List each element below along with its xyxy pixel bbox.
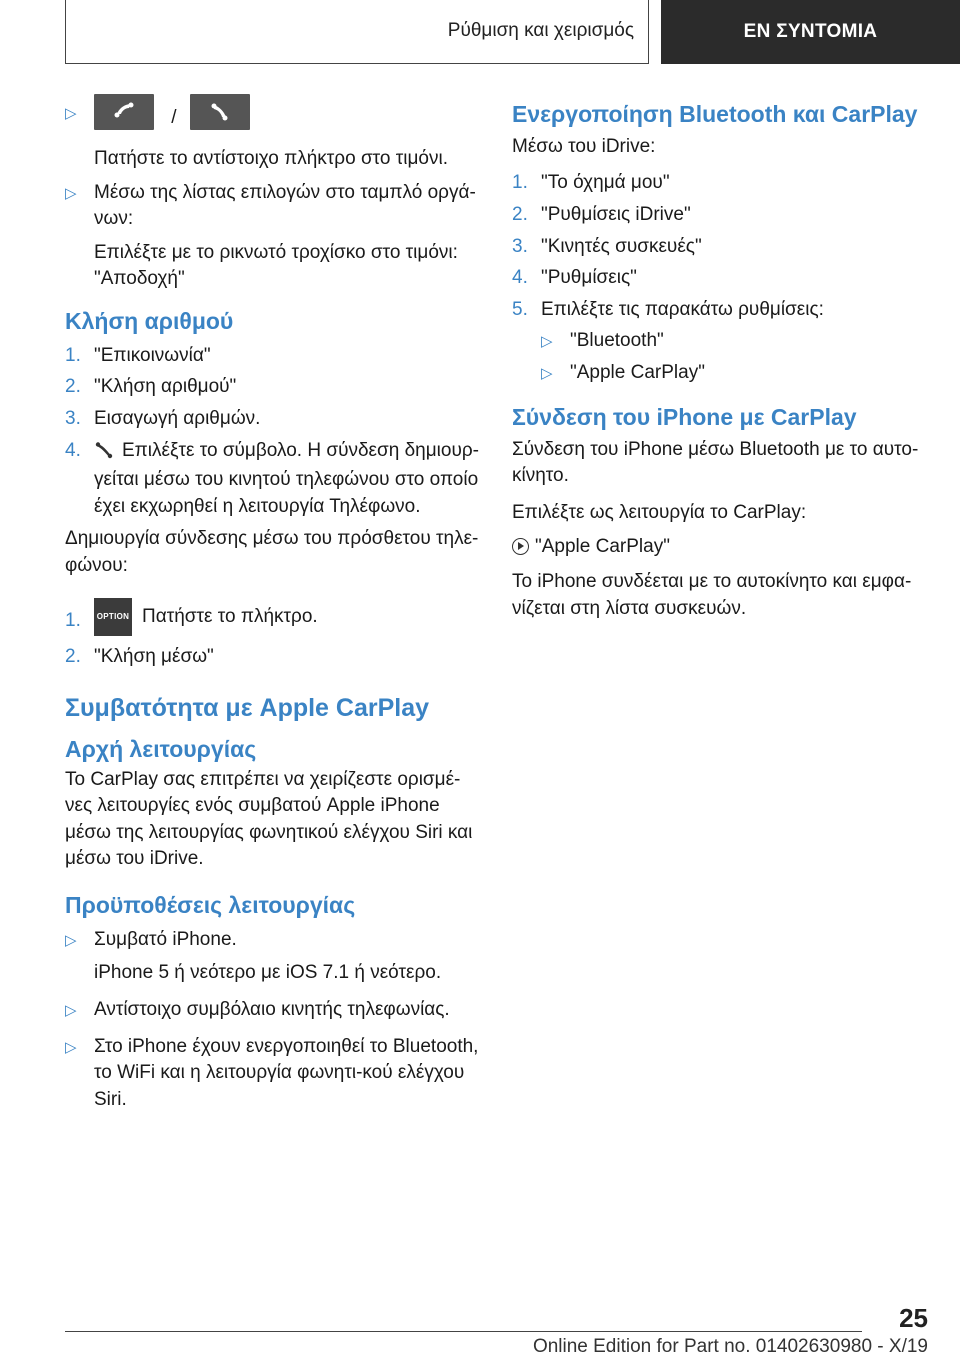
header-chapter-tab: ΕΝ ΣΥΝΤΟΜΙΑ	[661, 0, 960, 64]
numbered-step	[512, 202, 932, 229]
list-item-subtext: Επιλέξτε με το ρικνωτό τροχίσκο στο τιμόνι: "Αποδοχή"	[94, 241, 458, 290]
step-text: "Ρυθμίσεις"	[541, 267, 637, 289]
step-number: 1.	[65, 609, 81, 631]
list-item	[65, 180, 480, 233]
step-text: "Επικοινωνία"	[94, 344, 211, 366]
header-section-title: Ρύθμιση και χειρισμός	[65, 0, 649, 64]
principle-text: Το CarPlay σας επιτρέπει να χειρίζεστε ορισμέ-νες λειτουργίες ενός συμβατού Apple iPhone μέσω της λειτουργίας φωνητικού ελέγχου Siri και μέσω του iDrive.	[65, 768, 473, 870]
step-number: 4.	[512, 267, 528, 289]
page-number: 25	[899, 1303, 928, 1333]
step-number: 3.	[512, 235, 528, 257]
step-number: 5.	[512, 298, 528, 320]
footer-divider	[65, 1331, 862, 1332]
step-number: 2.	[65, 645, 81, 667]
section-heading-connect-iphone: Σύνδεση του iPhone με CarPlay	[512, 403, 857, 430]
triangle-bullet-icon: ▷	[65, 1002, 77, 1020]
phone-hangup-button-icon	[190, 94, 250, 130]
numbered-step	[512, 170, 932, 197]
numbered-step	[512, 297, 932, 324]
footer-edition: Online Edition for Part no. 01402630980 - X/19	[532, 1336, 928, 1357]
section-heading-bluetooth: Ενεργοποίηση Bluetooth και CarPlay	[512, 101, 918, 127]
action-line	[512, 534, 932, 561]
paragraph: Σύνδεση του iPhone μέσω Bluetooth με το αυτο-κίνητο.	[512, 438, 919, 487]
action-text: "Apple CarPlay"	[535, 536, 670, 558]
list-item-text: Μέσω της λίστας επιλογών στο ταμπλό οργά-νων:	[94, 181, 476, 230]
list-item-text: Συμβατό iPhone.	[94, 928, 237, 950]
numbered-step	[512, 234, 932, 261]
step-text: Πατήστε το πλήκτρο.	[142, 605, 318, 627]
step-text: "Το όχημά μου"	[541, 172, 670, 194]
numbered-step	[512, 265, 932, 292]
list-item-text: "Bluetooth"	[570, 330, 664, 352]
step-text: "Ρυθμίσεις iDrive"	[541, 204, 691, 226]
step-text: "Κινητές συσκευές"	[541, 235, 702, 257]
triangle-bullet-icon: ▷	[541, 333, 553, 351]
triangle-bullet-icon: ▷	[65, 105, 77, 122]
phone-handset-icon	[94, 441, 116, 468]
step-number: 4.	[65, 439, 81, 461]
step-text: Εισαγωγή αριθμών.	[94, 408, 261, 430]
subheading-requirements: Προϋποθέσεις λειτουργίας	[65, 891, 356, 918]
step-number: 3.	[65, 408, 81, 430]
subheading-principle: Αρχή λειτουργίας	[65, 735, 257, 762]
numbered-step	[65, 598, 480, 636]
list-item	[65, 927, 480, 954]
step-text: "Κλήση αριθμού"	[94, 376, 237, 398]
list-item-subtext: iPhone 5 ή νεότερο με iOS 7.1 ή νεότερο.	[94, 962, 442, 984]
section-heading-call-number: Κλήση αριθμού	[65, 307, 234, 334]
list-item	[541, 360, 932, 387]
numbered-step	[65, 438, 480, 521]
list-item	[65, 1034, 480, 1114]
triangle-bullet-icon: ▷	[65, 1038, 77, 1056]
paragraph: Το iPhone συνδέεται με το αυτοκίνητο και εμφα-νίζεται στη λίστα συσκευών.	[512, 570, 912, 619]
numbered-step	[65, 644, 480, 671]
slash-separator: /	[171, 107, 177, 129]
list-item	[65, 100, 480, 136]
instruction-text: Πατήστε το αντίστοιχο πλήκτρο στο τιμόνι.	[94, 148, 448, 169]
step-number: 2.	[512, 204, 528, 226]
section-heading-carplay: Συμβατότητα με Apple CarPlay	[65, 694, 430, 723]
list-item	[541, 328, 932, 355]
step-text: Επιλέξτε τις παρακάτω ρυθμίσεις:	[541, 298, 824, 320]
step-text: Επιλέξτε το σύμβολο. Η σύνδεση δημιουρ-γείται μέσω του κινητού τηλεφώνου στο οποίο έχει εκχωρηθεί η λειτουργία Τηλέφωνο.	[94, 439, 479, 517]
list-item-text: Στο iPhone έχουν ενεργοποιηθεί το Bluetooth, το WiFi και η λειτουργία φωνητι-κού ελέγχου Siri.	[94, 1035, 479, 1110]
numbered-step	[65, 406, 480, 433]
list-item-text: "Apple CarPlay"	[570, 362, 705, 384]
numbered-step	[65, 343, 480, 370]
left-column	[65, 100, 480, 1120]
play-circle-icon	[512, 538, 529, 555]
paragraph: Επιλέξτε ως λειτουργία το CarPlay:	[512, 501, 807, 523]
triangle-bullet-icon: ▷	[65, 931, 77, 949]
step-number: 2.	[65, 376, 81, 398]
step-number: 1.	[512, 172, 528, 194]
list-item-text: Αντίστοιχο συμβόλαιο κινητής τηλεφωνίας.	[94, 999, 450, 1021]
step-text: "Κλήση μέσω"	[94, 645, 214, 667]
right-column	[512, 100, 932, 628]
step-number: 1.	[65, 344, 81, 366]
list-item	[65, 997, 480, 1024]
numbered-step	[65, 374, 480, 401]
phone-accept-button-icon	[94, 94, 154, 130]
triangle-bullet-icon: ▷	[541, 365, 553, 383]
triangle-bullet-icon: ▷	[65, 184, 77, 202]
intro-text: Μέσω του iDrive:	[512, 135, 656, 157]
option-key-icon: OPTION	[94, 598, 132, 636]
note-text: Δημιουργία σύνδεσης μέσω του πρόσθετου τηλε-φώνου:	[65, 528, 479, 577]
